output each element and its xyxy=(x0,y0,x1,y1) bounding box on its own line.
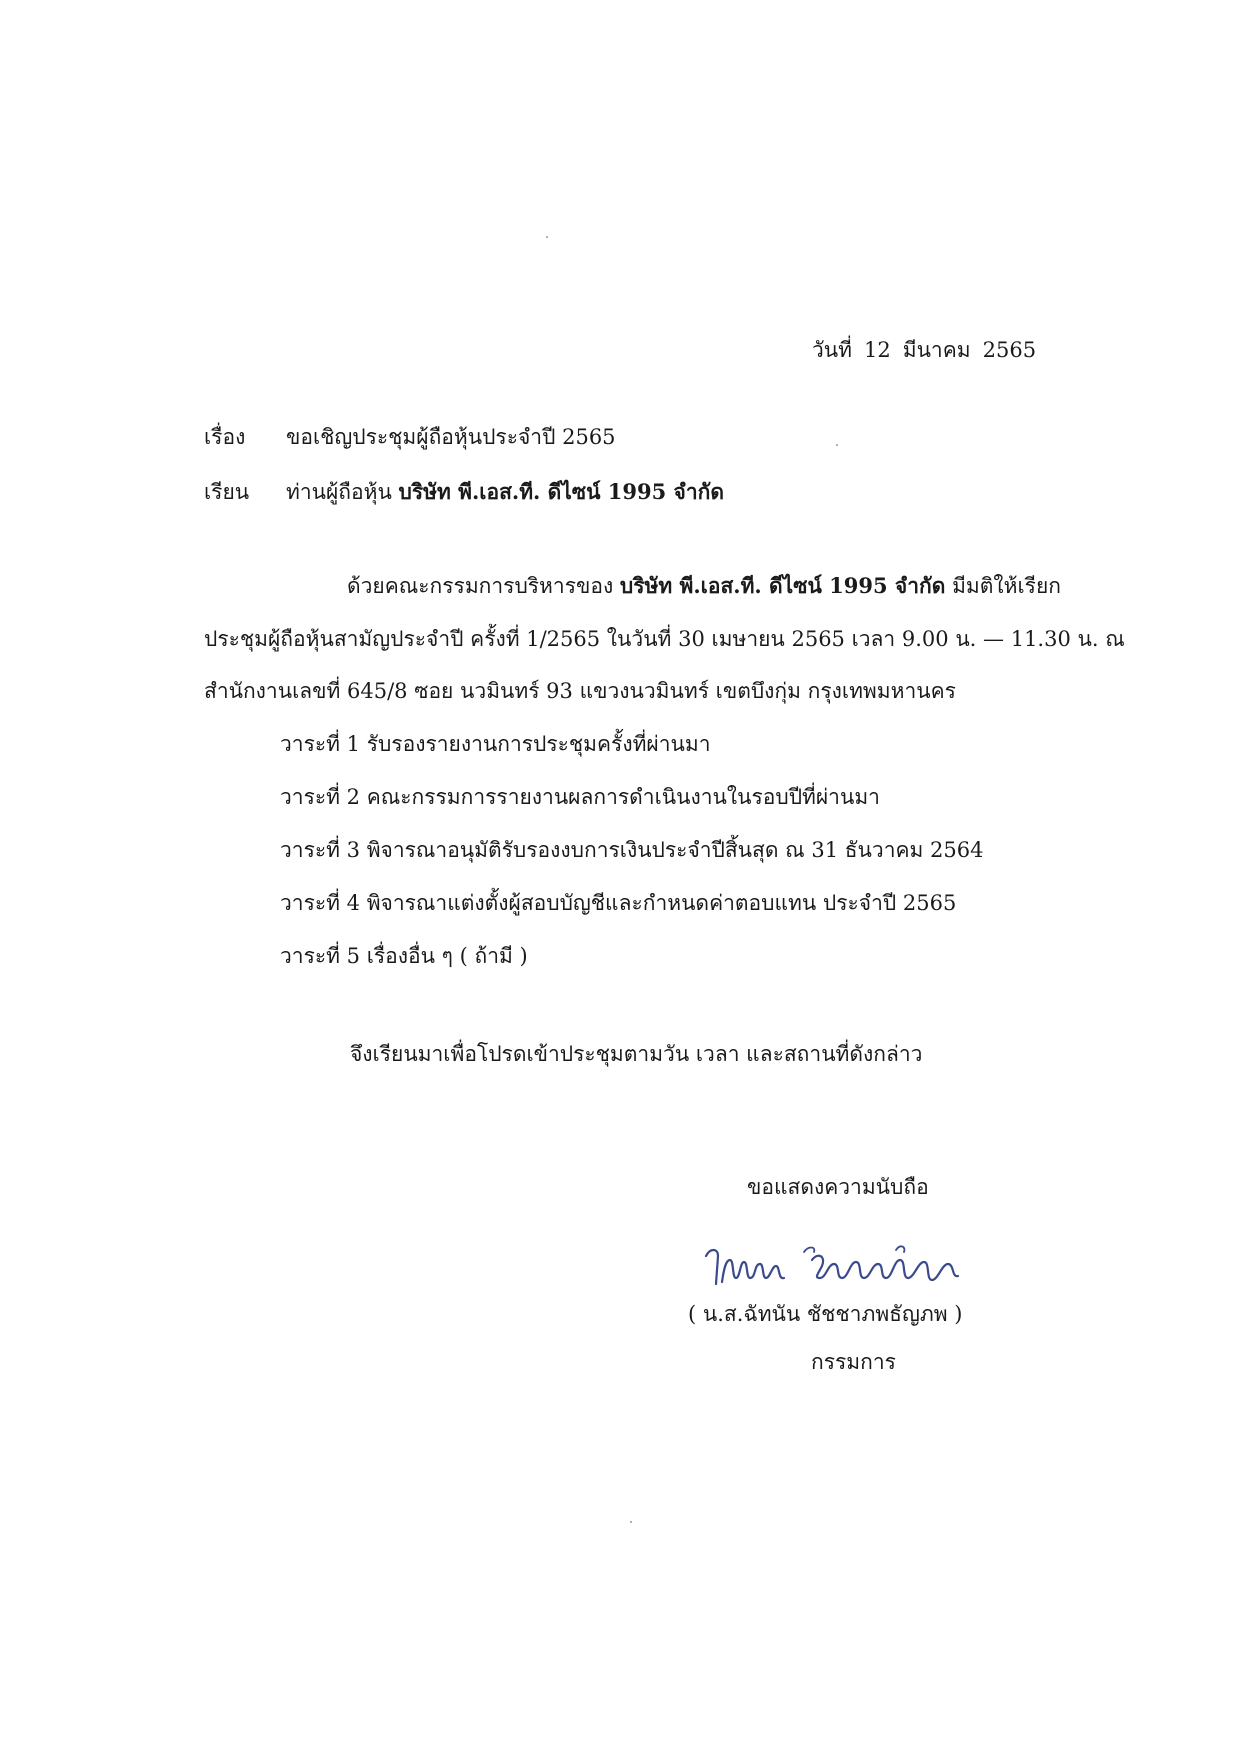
recipient-line xyxy=(204,478,724,506)
body-paragraph-line-1 xyxy=(347,572,1061,600)
scan-speck xyxy=(836,444,838,446)
letter-date xyxy=(812,336,1036,364)
body-resolution: มีมติให้เรียก xyxy=(952,574,1061,598)
agenda-item: วาระที่ 2 คณะกรรมการรายงานผลการดำเนินงานในรอบปีที่ผ่านมา xyxy=(280,785,880,809)
recipient-label: เรียน xyxy=(204,480,250,504)
date-prefix: วันที่ xyxy=(812,338,852,362)
recipient-text: ท่านผู้ถือหุ้น xyxy=(286,480,392,504)
subject-text: ขอเชิญประชุมผู้ถือหุ้นประจำปี 2565 xyxy=(286,425,616,449)
body-paragraph-line-2: ประชุมผู้ถือหุ้นสามัญประจำปี ครั้งที่ 1/2565 ในวันที่ 30 เมษายน 2565 เวลา 9.00 น. — 11.30 น. ณ xyxy=(204,627,1125,651)
body-paragraph-line-3: สำนักงานเลขที่ 645/8 ซอย นวมินทร์ 93 แขวงนวมินทร์ เขตบึงกุ่ม กรุงเทพมหานคร xyxy=(204,679,956,703)
recipient-company: บริษัท พี.เอส.ที. ดีไซน์ 1995 จำกัด xyxy=(398,479,724,504)
scan-speck xyxy=(630,1521,632,1523)
signer-name: ( น.ส.ฉัทนัน ชัชชาภพธัญภพ ) xyxy=(688,1302,963,1326)
handwritten-signature xyxy=(700,1238,970,1294)
agenda-item: วาระที่ 1 รับรองรายงานการประชุมครั้งที่ผ่านมา xyxy=(280,732,711,756)
subject-label: เรื่อง xyxy=(204,425,246,449)
regards-text: ขอแสดงความนับถือ xyxy=(747,1175,929,1199)
body-company: บริษัท พี.เอส.ที. ดีไซน์ 1995 จำกัด xyxy=(619,573,946,598)
date-year: 2565 xyxy=(982,338,1037,362)
subject-line xyxy=(204,423,616,451)
scan-speck xyxy=(546,236,548,238)
closing-sentence: จึงเรียนมาเพื่อโปรดเข้าประชุมตามวัน เวลา และสถานที่ดังกล่าว xyxy=(350,1042,923,1066)
date-month: มีนาคม xyxy=(902,338,971,362)
agenda-list xyxy=(280,730,984,995)
signer-position: กรรมการ xyxy=(811,1350,896,1374)
date-day: 12 xyxy=(864,338,891,362)
agenda-item: วาระที่ 3 พิจารณาอนุมัติรับรองงบการเงินประจำปีสิ้นสุด ณ 31 ธันวาคม 2564 xyxy=(280,838,984,862)
body-intro: ด้วยคณะกรรมการบริหารของ xyxy=(347,574,614,598)
agenda-item: วาระที่ 5 เรื่องอื่น ๆ ( ถ้ามี ) xyxy=(280,944,528,968)
agenda-item: วาระที่ 4 พิจารณาแต่งตั้งผู้สอบบัญชีและกำหนดค่าตอบแทน ประจำปี 2565 xyxy=(280,891,957,915)
